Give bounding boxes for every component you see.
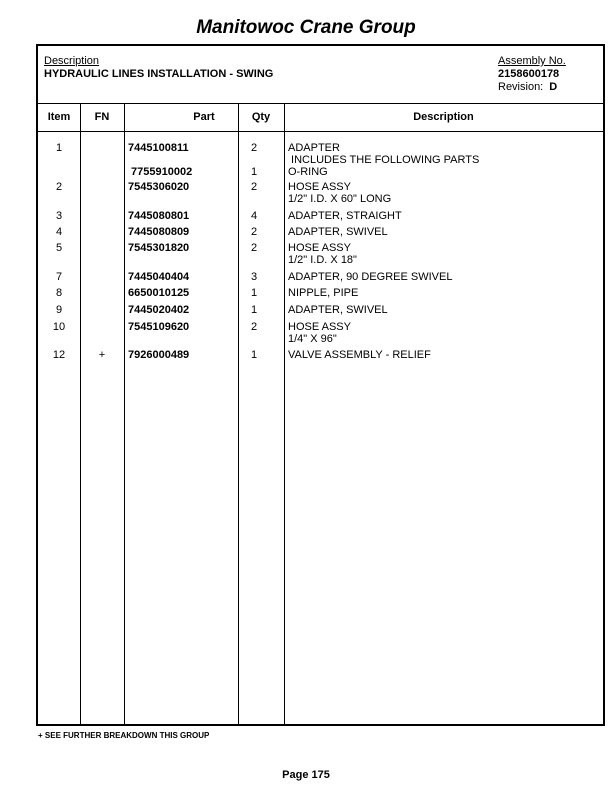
assembly-header xyxy=(38,46,603,104)
part-number: 7445020402 xyxy=(128,304,190,316)
footnote: + SEE FURTHER BREAKDOWN THIS GROUP xyxy=(38,731,210,740)
part-description xyxy=(288,349,598,361)
quantity: 2 xyxy=(250,242,258,254)
description-line: ADAPTER, STRAIGHT xyxy=(288,210,402,222)
column-header-item: Item xyxy=(47,111,71,123)
part-description xyxy=(288,304,598,316)
page-title: Manitowoc Crane Group xyxy=(196,17,416,38)
revision-value: D xyxy=(549,81,558,93)
item-number: 3 xyxy=(55,210,63,222)
description-line: NIPPLE, PIPE xyxy=(288,287,359,299)
description-line: INCLUDES THE FOLLOWING PARTS xyxy=(288,154,480,166)
description-line: 1/2" I.D. X 18" xyxy=(288,254,357,266)
item-number: 2 xyxy=(55,181,63,193)
part-number: 7445100811 xyxy=(128,142,189,154)
part-number: 7545306020 xyxy=(128,181,190,193)
column-divider xyxy=(284,104,285,724)
description-label: Description xyxy=(44,55,100,67)
assembly-label: Assembly No. xyxy=(498,55,566,67)
description-value: HYDRAULIC LINES INSTALLATION - SWING xyxy=(44,68,274,80)
column-header-qty: Qty xyxy=(251,111,271,123)
column-divider xyxy=(124,104,125,724)
part-description xyxy=(288,271,598,283)
quantity: 1 xyxy=(250,349,258,361)
part-description xyxy=(288,142,598,166)
part-number: 7545109620 xyxy=(128,321,190,333)
parts-list-frame xyxy=(36,44,605,726)
item-number: 9 xyxy=(55,304,63,316)
part-description xyxy=(288,166,598,178)
description-line: 1/4" X 96" xyxy=(288,333,337,345)
quantity: 2 xyxy=(250,226,258,238)
item-number: 1 xyxy=(55,142,63,154)
description-line: O-RING xyxy=(288,166,328,178)
description-line: 1/2" I.D. X 60" LONG xyxy=(288,193,392,205)
column-header-part: Part xyxy=(193,111,215,123)
revision-line xyxy=(498,81,566,94)
item-number: 4 xyxy=(55,226,63,238)
part-number: 7445080809 xyxy=(128,226,190,238)
description-line: HOSE ASSY xyxy=(288,321,351,333)
item-number: 12 xyxy=(52,349,66,361)
description-line: HOSE ASSY xyxy=(288,242,351,254)
item-number: 8 xyxy=(55,287,63,299)
description-line: VALVE ASSEMBLY - RELIEF xyxy=(288,349,431,361)
description-line: ADAPTER xyxy=(288,142,340,154)
quantity: 2 xyxy=(250,181,258,193)
description-line: ADAPTER, 90 DEGREE SWIVEL xyxy=(288,271,453,283)
part-description xyxy=(288,287,598,299)
description-line: ADAPTER, SWIVEL xyxy=(288,226,388,238)
column-header-fn: FN xyxy=(94,111,110,123)
assembly-value: 2158600178 xyxy=(498,68,560,80)
part-description xyxy=(288,210,598,222)
quantity: 3 xyxy=(250,271,258,283)
quantity: 4 xyxy=(250,210,258,222)
item-number: 10 xyxy=(52,321,66,333)
part-number: 7755910002 xyxy=(128,166,193,178)
part-description xyxy=(288,226,598,238)
quantity: 2 xyxy=(250,142,258,154)
fn-marker: + xyxy=(98,349,106,361)
item-number: 5 xyxy=(55,242,63,254)
quantity: 1 xyxy=(250,166,258,178)
part-description xyxy=(288,181,598,205)
part-number: 7545301820 xyxy=(128,242,190,254)
description-line: ADAPTER, SWIVEL xyxy=(288,304,388,316)
quantity: 1 xyxy=(250,304,258,316)
part-number: 7926000489 xyxy=(128,349,190,361)
quantity: 1 xyxy=(250,287,258,299)
column-header-description: Description xyxy=(413,111,474,123)
column-divider xyxy=(80,104,81,724)
part-description xyxy=(288,242,598,266)
part-description xyxy=(288,321,598,345)
quantity: 2 xyxy=(250,321,258,333)
part-number: 7445040404 xyxy=(128,271,190,283)
part-number: 6650010125 xyxy=(128,287,190,299)
description-line: HOSE ASSY xyxy=(288,181,351,193)
part-number: 7445080801 xyxy=(128,210,190,222)
column-divider xyxy=(238,104,239,724)
page-number: Page 175 xyxy=(282,769,330,781)
revision-label: Revision: xyxy=(498,81,544,93)
column-header-row xyxy=(38,104,603,132)
item-number: 7 xyxy=(55,271,63,283)
